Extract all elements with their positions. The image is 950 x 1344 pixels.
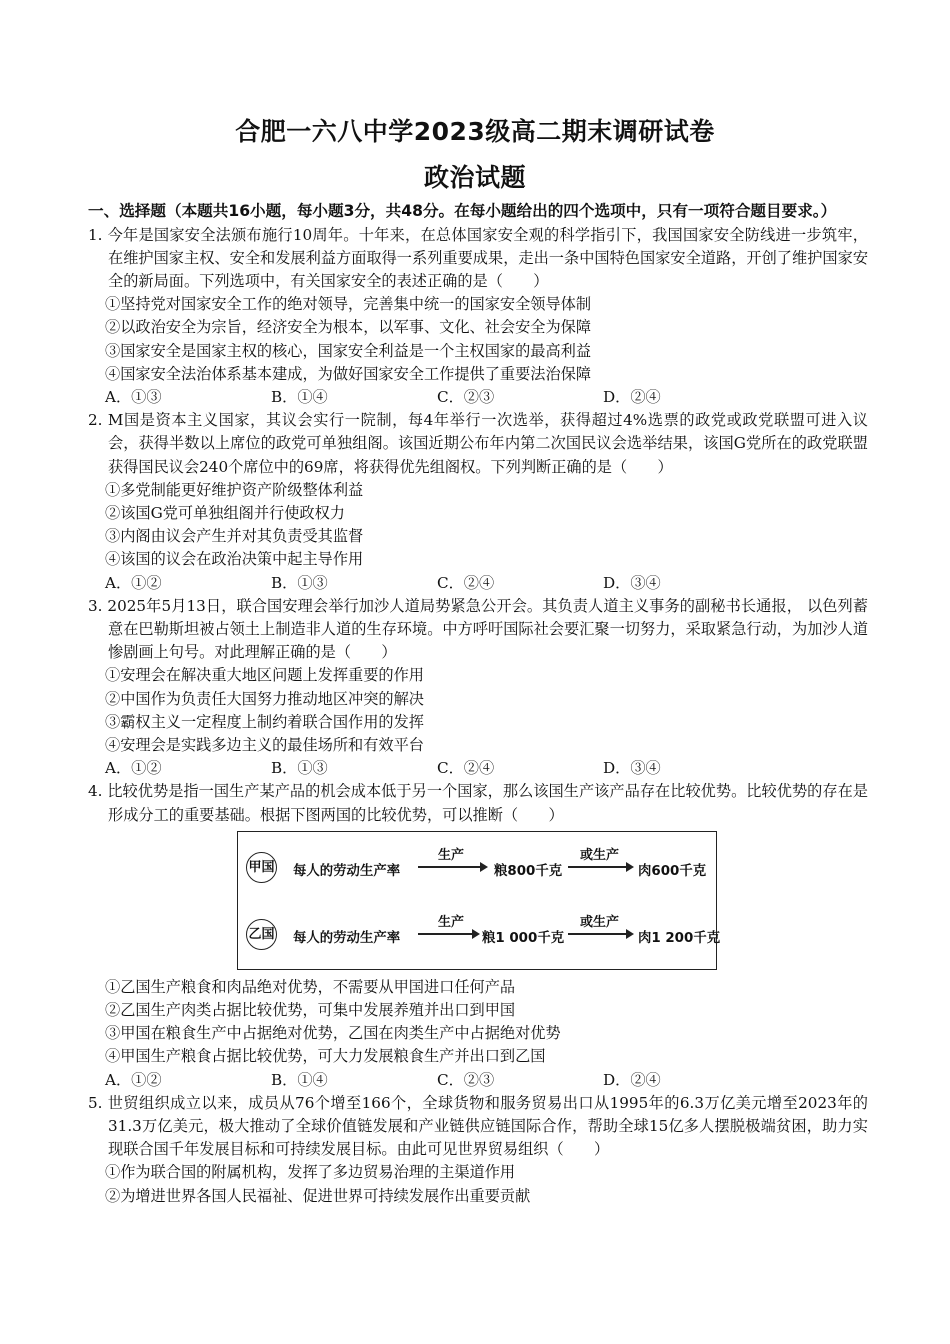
choice-b: B．①④ <box>271 387 328 406</box>
statement-option: ②中国作为负责任大国努力推动地区冲突的解决 <box>105 689 424 708</box>
question-stem: 4. 比较优势是指一国生产某产品的机会成本低于另一个国家，那么该国生产该产品存在比较优势。比较优势的存在是形成分工的重要基础。根据下图两国的比较优势，可以推断（ ） <box>88 782 868 824</box>
choice-d: D．③④ <box>603 573 661 592</box>
productivity-label: 每人的劳动生产率 <box>293 930 401 946</box>
arrow-right-icon <box>418 933 478 935</box>
section-heading: 一、选择题（本题共16小题，每小题3分，共48分。在每小题给出的四个选项中，只有一项符合题目要求。） <box>88 202 837 220</box>
question-stem: 5. 世贸组织成立以来，成员从76个增至166个，全球货物和服务贸易出口从1995年的6.3万亿美元增至2023年的31.3万亿美元，极大推动了全球价值链发展和产业链供应链国际合作，帮助全球15亿多人摆脱极端贫困，助力实现联合国千年发展目标和可持续发展目标。由此可见世界贸易组织（ ） <box>88 1093 868 1159</box>
question-4 <box>88 780 868 1091</box>
arrow-right-icon <box>568 933 632 935</box>
statement-option: ④安理会是实践多边主义的最佳场所和有效平台 <box>105 735 424 754</box>
answer-choices <box>88 757 868 780</box>
statement-option: ③甲国在粮食生产中占据绝对优势，乙国在肉类生产中占据绝对优势 <box>105 1024 561 1043</box>
question-1 <box>88 224 868 410</box>
product-output: 粮800千克 <box>494 863 563 879</box>
answer-choices <box>88 386 868 409</box>
exam-content <box>88 200 868 1208</box>
statement-option: ③内阁由议会产生并对其负责受其监督 <box>105 527 364 546</box>
question-3 <box>88 595 868 781</box>
choice-a: A．①② <box>105 759 162 778</box>
arrow-right-icon <box>568 866 632 868</box>
question-stem: 1. 今年是国家安全法颁布施行10周年。十年来，在总体国家安全观的科学指引下，我国国家安全防线进一步筑牢，在维护国家主权、安全和发展利益方面取得一系列重要成果，走出一条中国特色国家安全道路，开创了维护国家安全的新局面。下列选项中，有关国家安全的表述正确的是（ ） <box>88 225 868 290</box>
arrow-label: 或生产 <box>580 847 620 863</box>
arrow-right-icon <box>418 866 486 868</box>
diagram-row-country-a <box>238 849 716 889</box>
question-stem: 3. 2025年5月13日，联合国安理会举行加沙人道局势紧急公开会。其负责人道主义事务的副秘书长通报， 以色列蓄意在巴勒斯坦被占领土上制造非人道的生存环境。中方呼吁国际社会要汇聚一切努力，采取紧急行动，为加沙人道惨剧画上句号。对此理解正确的是（ ） <box>88 596 868 662</box>
statement-option: ②该国G党可单独组阁并行使政权力 <box>105 503 345 522</box>
exam-subtitle: 政治试题 <box>423 163 526 192</box>
choice-c: C．②④ <box>437 759 495 778</box>
choice-d: D．②④ <box>603 1070 661 1089</box>
statement-option: ①多党制能更好维护资产阶级整体利益 <box>105 480 364 499</box>
country-badge: 乙国 <box>246 919 277 950</box>
choice-a: A．①② <box>105 573 162 592</box>
exam-title: 合肥一六八中学2023级高二期末调研试卷 <box>235 117 715 146</box>
choice-c: C．②④ <box>437 573 495 592</box>
choice-a: A．①③ <box>105 387 162 406</box>
answer-choices <box>88 572 868 595</box>
statement-option: ④甲国生产粮食占据比较优势，可大力发展粮食生产并出口到乙国 <box>105 1047 546 1066</box>
question-5 <box>88 1092 868 1208</box>
answer-choices <box>88 1069 868 1092</box>
question-2 <box>88 409 868 595</box>
statement-option: ①乙国生产粮食和肉品绝对优势，不需要从甲国进口任何产品 <box>105 977 516 996</box>
comparative-advantage-diagram <box>237 831 721 970</box>
choice-b: B．①③ <box>271 759 328 778</box>
product-output: 肉600千克 <box>638 863 707 879</box>
country-badge: 甲国 <box>246 852 277 883</box>
statement-option: ③霸权主义一定程度上制约着联合国作用的发挥 <box>105 712 424 731</box>
choice-b: B．①③ <box>271 573 328 592</box>
choice-d: D．③④ <box>603 759 661 778</box>
statement-option: ④国家安全法治体系基本建成，为做好国家安全工作提供了重要法治保障 <box>105 364 591 383</box>
choice-c: C．②③ <box>437 387 495 406</box>
diagram-row-country-b <box>238 914 721 956</box>
statement-option: ②以政治安全为宗旨，经济安全为根本，以军事、文化、社会安全为保障 <box>105 318 591 337</box>
product-output: 肉1 200千克 <box>638 930 721 946</box>
choice-d: D．②④ <box>603 387 661 406</box>
choice-c: C．②③ <box>437 1070 495 1089</box>
arrow-label: 生产 <box>438 914 465 930</box>
arrow-label: 生产 <box>438 847 465 863</box>
question-stem: 2. M国是资本主义国家，其议会实行一院制，每4年举行一次选举，获得超过4%选票的政党或政党联盟可进入议会，获得半数以上席位的政党可单独组阁。该国近期公布年内第二次国民议会选举结果，该国G党所在的政党联盟获得国民议会240个席位中的69席，将获得优先组阁权。下列判断正确的是（ ） <box>88 411 868 476</box>
product-output: 粮1 000千克 <box>482 930 565 946</box>
statement-option: ①坚持党对国家安全工作的绝对领导，完善集中统一的国家安全领导体制 <box>105 295 591 314</box>
statement-option: ②为增进世界各国人民福祉、促进世界可持续发展作出重要贡献 <box>105 1186 531 1205</box>
choice-a: A．①② <box>105 1070 162 1089</box>
productivity-label: 每人的劳动生产率 <box>293 863 401 879</box>
statement-option: ①作为联合国的附属机构，发挥了多边贸易治理的主渠道作用 <box>105 1163 516 1182</box>
statement-option: ④该国的议会在政治决策中起主导作用 <box>105 550 364 569</box>
arrow-label: 或生产 <box>580 914 620 930</box>
choice-b: B．①④ <box>271 1070 328 1089</box>
statement-option: ③国家安全是国家主权的核心，国家安全利益是一个主权国家的最高利益 <box>105 341 591 360</box>
statement-option: ②乙国生产肉类占据比较优势，可集中发展养殖并出口到甲国 <box>105 1000 516 1019</box>
statement-option: ①安理会在解决重大地区问题上发挥重要的作用 <box>105 666 424 685</box>
